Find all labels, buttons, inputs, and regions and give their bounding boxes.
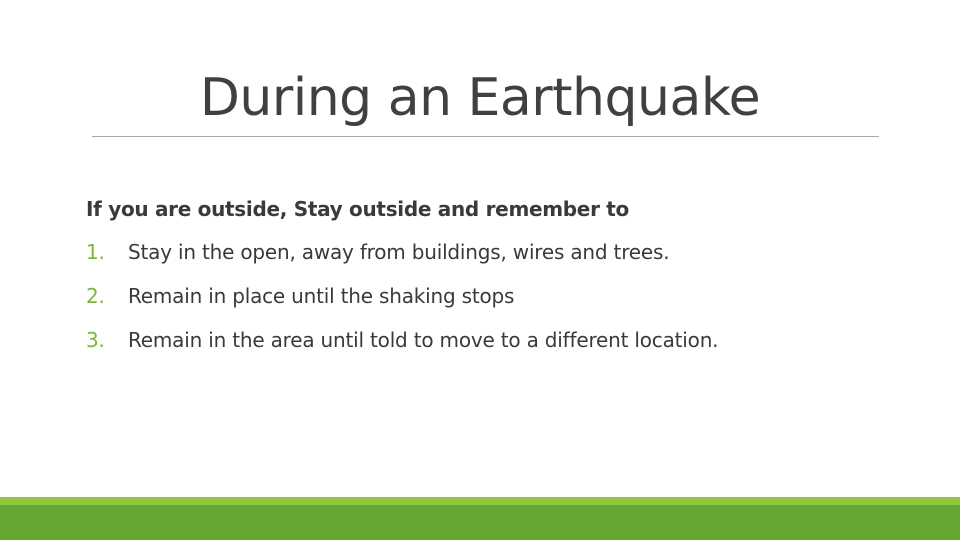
step-text: Remain in the area until told to move to a different location. [128,328,719,352]
footer-bar [0,505,960,540]
slide-content [86,188,906,362]
intro-text: If you are outside, Stay outside and remember to [86,197,629,221]
title-divider [92,136,879,137]
step-number: 3. [86,328,105,352]
step-number: 1. [86,240,105,264]
list-item [86,230,906,274]
footer-accent-stripe [0,497,960,505]
list-item [86,318,906,362]
list-item [86,274,906,318]
step-text: Stay in the open, away from buildings, wires and trees. [128,240,670,264]
step-number: 2. [86,284,105,308]
step-text: Remain in place until the shaking stops [128,284,515,308]
slide-title: During an Earthquake [199,68,761,128]
steps-list [86,230,906,362]
